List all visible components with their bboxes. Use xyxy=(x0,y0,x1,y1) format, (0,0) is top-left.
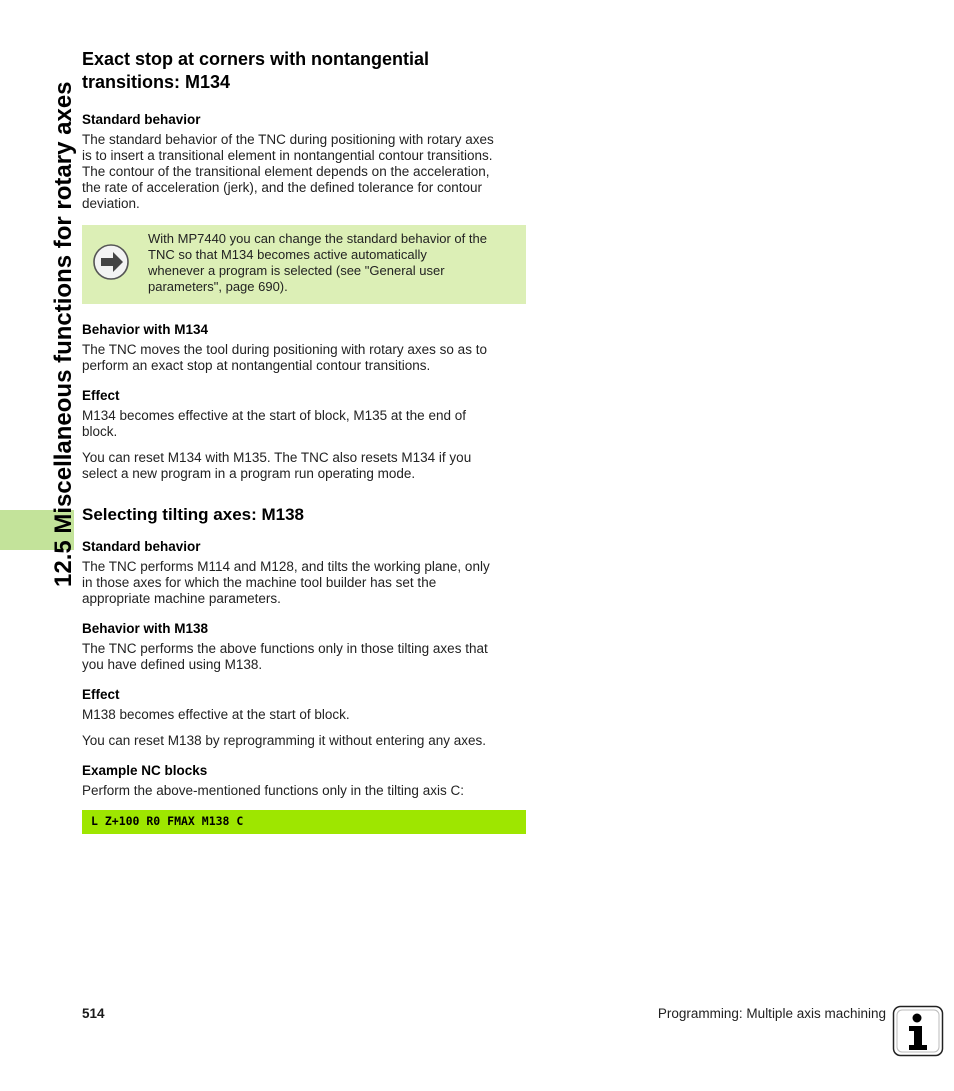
section2-std-paragraph: The TNC performs M114 and M128, and tilts the working plane, only in those axes for which the machine tool builder has set the appropriate machine parameters. xyxy=(82,559,490,606)
arrow-right-icon xyxy=(92,243,130,281)
section2-behavior-heading: Behavior with M138 xyxy=(82,621,209,636)
section1-title-line2: transitions: M134 xyxy=(82,72,231,92)
section2-title: Selecting tilting axes: M138 xyxy=(82,505,305,524)
chapter-title: Programming: Multiple axis machining xyxy=(657,1006,886,1021)
section1-behavior-heading: Behavior with M134 xyxy=(82,322,209,337)
section1-effect-paragraph: M134 becomes effective at the start of block, M135 at the end of block. xyxy=(82,408,466,439)
section2-reset-paragraph: You can reset M138 by reprogramming it without entering any axes. xyxy=(82,733,486,748)
nc-code-block: L Z+100 R0 FMAX M138 C xyxy=(82,810,526,834)
note-text: With MP7440 you can change the standard behavior of the TNC so that M134 becomes active automatically whenever a program is selected (see "General user parameters", page 690). xyxy=(148,231,487,294)
section1-std-heading: Standard behavior xyxy=(82,112,201,127)
section1-behavior-paragraph: The TNC moves the tool during positioning with rotary axes so as to perform an exact stop at nontangential contour transitions. xyxy=(82,342,487,373)
section2-effect-paragraph: M138 becomes effective at the start of block. xyxy=(82,707,350,722)
chapter-side-title: 12.5 Miscellaneous functions for rotary axes xyxy=(50,81,77,587)
page-number: 514 xyxy=(82,1006,105,1021)
section2-effect-heading: Effect xyxy=(82,687,120,702)
info-icon xyxy=(892,1005,944,1057)
section1-effect-heading: Effect xyxy=(82,388,120,403)
section2-behavior-paragraph: The TNC performs the above functions only in those tilting axes that you have defined using M138. xyxy=(82,641,488,672)
section1-std-paragraph: The standard behavior of the TNC during positioning with rotary axes is to insert a transitional element in nontangential contour transitions. The contour of the transitional element depends on the acceleration, the rate of acceleration (jerk), and the defined tolerance for contour deviation. xyxy=(82,132,494,211)
section1-reset-paragraph: You can reset M134 with M135. The TNC also resets M134 if you select a new program in a program run operating mode. xyxy=(82,450,472,481)
example-paragraph: Perform the above-mentioned functions only in the tilting axis C: xyxy=(82,783,464,798)
note-box xyxy=(82,225,526,304)
page-content xyxy=(82,48,526,834)
example-heading: Example NC blocks xyxy=(82,763,208,778)
section1-title-line1: Exact stop at corners with nontangential xyxy=(82,49,430,69)
section1-title xyxy=(82,48,526,94)
section2-std-heading: Standard behavior xyxy=(82,539,201,554)
